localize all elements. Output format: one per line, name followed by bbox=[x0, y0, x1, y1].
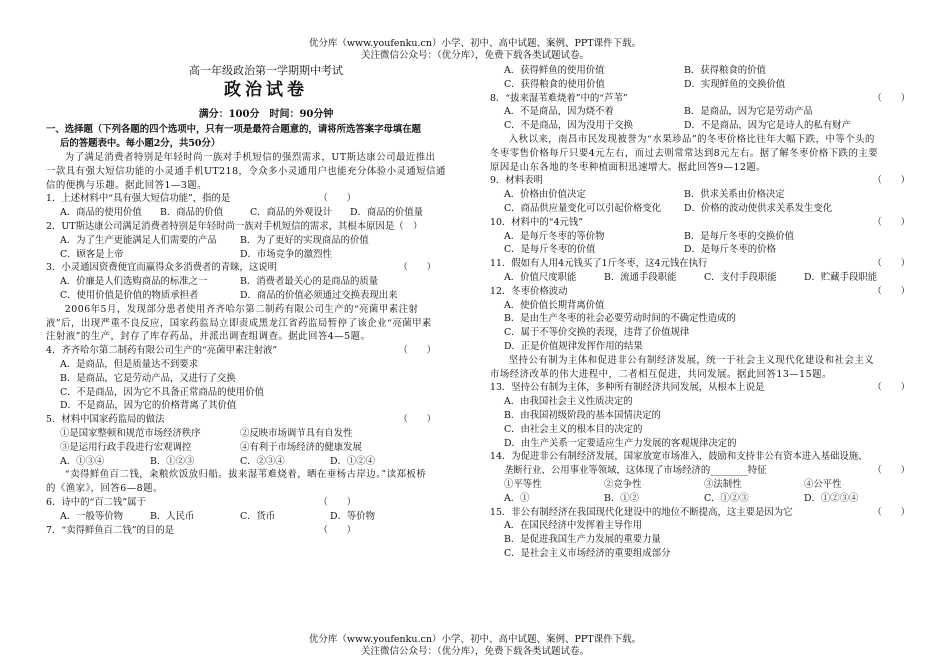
question-10-options-ab bbox=[490, 230, 910, 244]
option-b: B．是促进我国生产力发展的重要力量 bbox=[504, 534, 661, 546]
answer-paren: （ ） bbox=[398, 414, 436, 426]
option-c: C．不是商品，因为没用于交换 bbox=[504, 120, 634, 132]
option-d: D．不是商品，因为它的价格背离了其价值 bbox=[60, 400, 237, 412]
option-a: A．价格由价值决定 bbox=[504, 189, 586, 201]
question-4: 4．齐齐哈尔第二制药有限公司生产的“亮菌甲素注射液” （ ） bbox=[46, 345, 436, 357]
question-14-items bbox=[490, 478, 910, 492]
exam-subtitle: 高一年级政治第一学期期中考试 bbox=[189, 64, 343, 77]
question-8-options-ab bbox=[490, 105, 910, 119]
question-3-options-cd bbox=[46, 289, 456, 303]
section-heading: 一、选择题（下列各题的四个选项中，只有一项是最符合题意的，请将所选答案字母填在题 bbox=[46, 124, 422, 136]
question-9: 9．材料表明 （ ） bbox=[490, 175, 910, 187]
question-7-options-ab bbox=[490, 64, 910, 78]
question-5-items-34 bbox=[46, 441, 456, 455]
option-b: B．人民币 bbox=[150, 510, 195, 522]
option-c: C．商品的外观设计 bbox=[250, 207, 333, 219]
material-line: 坚持公有制为主体和促进非公有制经济发展，统一于社会主义现代化建设和社会主义 bbox=[508, 354, 875, 366]
option-b: B．①②③ bbox=[150, 455, 195, 467]
option-d: D．等价物 bbox=[330, 510, 376, 522]
option-d: D．是每斤冬枣的价格 bbox=[684, 244, 776, 256]
footer-line-1: 优分库（www.youfenku.cn）小学、初中、高中试题、案例、PPT课件下载。 bbox=[308, 634, 642, 645]
question-6-options bbox=[46, 510, 456, 524]
option-a: A．商品的使用价值 bbox=[60, 207, 142, 219]
question-1-options bbox=[46, 206, 456, 220]
option-b: B．是商品，它是劳动产品，又进行了交换 bbox=[60, 372, 236, 384]
question-11: 11．假如有人用4元钱买了1斤冬枣，这4元钱在执行 （ ） bbox=[490, 258, 910, 270]
option-a: A．在国民经济中发挥着主导作用 bbox=[504, 520, 643, 532]
header-line-2: 关注微信公众号：（优分库），免费下载各类试题试卷。 bbox=[360, 50, 589, 61]
question-12: 12．冬枣价格波动 （ ） bbox=[490, 285, 910, 297]
option-a: A．不是商品，因为烧不着 bbox=[504, 106, 614, 118]
option-b: B．流通手段职能 bbox=[604, 271, 677, 283]
material-2 bbox=[46, 303, 456, 344]
answer-paren: （ ） bbox=[872, 465, 910, 477]
material-line: 信的便携与乐趣。据此回答1—3题。 bbox=[46, 179, 208, 191]
option-c: C．属于不等价交换的表现，违背了价值规律 bbox=[504, 327, 690, 339]
item-3: ③法制性 bbox=[704, 478, 742, 490]
option-a: A．价值尺度职能 bbox=[504, 271, 577, 283]
question-10-options-cd bbox=[490, 243, 910, 257]
page-header bbox=[0, 38, 950, 62]
option-a: A．是每斤冬枣的等价物 bbox=[504, 230, 605, 242]
answer-paren: （ ） bbox=[398, 262, 436, 274]
answer-paren: （ ） bbox=[318, 496, 356, 508]
item-4: ④有利于市场经济的健康发展 bbox=[240, 441, 362, 453]
option-d: D．实现鲜鱼的交换价值 bbox=[684, 78, 786, 90]
material-1 bbox=[46, 151, 456, 192]
material-line: 原因是山东各地的冬枣种植面积迅速增大。据此回答9—12题。 bbox=[490, 161, 767, 173]
option-c: C．不是商品，因为它不具备正常商品的使用价值 bbox=[60, 386, 265, 398]
option-a: A．一般等价物 bbox=[60, 510, 124, 522]
option-c: C．使用价值是价值的物质承担者 bbox=[60, 289, 199, 301]
item-2: ②反映市场调节具有自发性 bbox=[240, 427, 353, 439]
question-3: 3．小灵通因资费便宜而赢得众多消费者的青睐，这说明 （ ） bbox=[46, 262, 436, 274]
material-line: 市场经济改革的伟大进程中，二者相互促进，共同发展。据此回答13—15题。 bbox=[490, 368, 832, 380]
question-6: 6．诗中的“百二钱”属于 （ ） bbox=[46, 496, 356, 508]
option-c: C．获得粮食的使用价值 bbox=[504, 78, 605, 90]
option-c: C．是社会主义市场经济的重要组成部分 bbox=[504, 547, 671, 559]
option-d: D．由生产关系一定要适应生产力发展的客观规律决定的 bbox=[504, 437, 737, 449]
option-b: B．是由生产冬枣的社会必要劳动时间的不确定性造成的 bbox=[504, 313, 736, 325]
material-line: 的《渔家》，回答6—8题。 bbox=[46, 483, 163, 495]
question-9-options-cd bbox=[490, 202, 910, 216]
option-c: C．顾客是上帝 bbox=[60, 248, 124, 260]
question-1: 1．上述材料中“具有强大短信功能”，指的是 （ ） bbox=[46, 193, 356, 205]
option-b: B．是商品，因为它是劳动产品 bbox=[684, 106, 813, 118]
option-c: C．由社会主义的根本目的决定的 bbox=[504, 423, 643, 435]
item-1: ①平等性 bbox=[504, 478, 542, 490]
question-2-options-cd bbox=[46, 248, 456, 262]
option-c: C．②③④ bbox=[240, 455, 285, 467]
material-line: 一款具有强大短信功能的小灵通手机UT218，令众多小灵通用户也能充分体验小灵通短信通 bbox=[46, 165, 446, 177]
option-b: B．是每斤冬枣的交换价值 bbox=[684, 230, 795, 242]
answer-paren: （ ） bbox=[318, 524, 356, 536]
item-1: ①是国家整顿和规范市场经济秩序 bbox=[60, 427, 201, 439]
option-b: B．供求关系由价格决定 bbox=[684, 189, 785, 201]
question-8: 8．“拔来湿苇难烧着”中的“芦苇” （ ） bbox=[490, 92, 910, 104]
item-4: ④公平性 bbox=[804, 478, 842, 490]
option-b: B．①② bbox=[604, 492, 640, 504]
question-7-options-cd bbox=[490, 78, 910, 92]
item-3: ③是运用行政手段进行宏观调控 bbox=[60, 441, 192, 453]
material-line: 液”后，出现严重不良反应，国家药监局立即责成黑龙江省药监局暂停了该企业“亮菌甲素 bbox=[46, 317, 432, 329]
answer-paren: （ ） bbox=[872, 92, 910, 104]
material-3 bbox=[46, 468, 456, 496]
option-a: A．为了生产更能满足人们需要的产品 bbox=[60, 234, 217, 246]
question-15: 15．非公有制经济在我国现代化建设中的地位不断提高，这主要是因为它 （ ） bbox=[490, 506, 910, 518]
option-d: D．正是价值规律发挥作用的结果 bbox=[504, 340, 643, 352]
question-7: 7．“卖得鲜鱼百二钱”的目的是 （ ） bbox=[46, 524, 356, 536]
option-a: A．使价值长期背离价值 bbox=[504, 299, 605, 311]
answer-paren: （ ） bbox=[872, 285, 910, 297]
material-line: 冬枣零售价格每斤只要4元左右，而过去则常常达到8元左右。据了解冬枣价格下跌的主要 bbox=[490, 147, 879, 159]
question-14-options bbox=[490, 492, 910, 506]
exam-title: 政治试卷 bbox=[224, 79, 308, 100]
material-line: 2006年5月，发现部分患者使用齐齐哈尔第二制药有限公司生产的“亮菌甲素注射 bbox=[64, 303, 419, 315]
option-c: C．商品供应量变化可以引起价格变化 bbox=[504, 202, 662, 214]
option-b: B．商品的价值 bbox=[160, 207, 224, 219]
option-c: C．是每斤冬枣的价值 bbox=[504, 244, 596, 256]
exam-meta: 满分：100分 时间：90分钟 bbox=[198, 108, 334, 120]
material-line: 为了满足消费者特别是年轻时尚一族对手机短信的强烈需求，UT斯达康公司最近推出 bbox=[64, 151, 436, 163]
answer-paren: （ ） bbox=[872, 175, 910, 187]
option-b: B．消费者最关心的是商品的质量 bbox=[240, 276, 379, 288]
option-d: D．贮藏手段职能 bbox=[804, 271, 878, 283]
option-b: B．为了更好的实现商品的价值 bbox=[240, 234, 369, 246]
option-d: D．市场竞争的激烈性 bbox=[240, 248, 332, 260]
material-4 bbox=[490, 133, 910, 174]
page-footer bbox=[0, 634, 950, 658]
option-d: D．不是商品，因为它是诗人的私有财产 bbox=[684, 120, 851, 132]
option-a: A．①③④ bbox=[60, 455, 105, 467]
option-d: D．价格的波动使供求关系发生变化 bbox=[684, 202, 833, 214]
footer-line-2: 关注微信公众号：（优分库），免费下载各类试题试卷。 bbox=[360, 646, 589, 657]
answer-paren: （ ） bbox=[872, 382, 910, 394]
option-c: C．货币 bbox=[240, 510, 276, 522]
option-a: A．是商品，但是质量达不到要求 bbox=[60, 358, 199, 370]
option-d: D．商品的价值量 bbox=[350, 207, 424, 219]
question-11-options bbox=[490, 271, 910, 285]
option-d: D．①②④ bbox=[330, 455, 376, 467]
question-8-options-cd bbox=[490, 119, 910, 133]
answer-paren: （ ） bbox=[398, 345, 436, 357]
header-line-1: 优分库（www.youfenku.cn）小学、初中、高中试题、案例、PPT课件下载。 bbox=[308, 38, 642, 49]
question-5-options bbox=[46, 455, 456, 469]
option-c: C．①②③ bbox=[704, 492, 749, 504]
section-heading-cont: 后的答题表中。每小题2分，共50分） bbox=[60, 138, 221, 150]
option-a: A．由我国社会主义性质决定的 bbox=[504, 396, 633, 408]
material-line: 注射液”的生产，封存了库存药品，并派出调查组调查。据此回答4—5题。 bbox=[46, 331, 371, 343]
material-5 bbox=[490, 354, 910, 382]
material-line: “卖得鲜鱼百二钱，籴粮炊饭放归船。拔来湿苇难烧着，晒在垂杨古岸边。”读郑板桥 bbox=[64, 469, 427, 481]
question-5-items-12 bbox=[46, 427, 456, 441]
material-line: 入秋以来，南昌市民发现被誉为“水果珍品”的冬枣价格比往年大幅下跌，中等个头的 bbox=[508, 133, 875, 145]
question-3-options-ab bbox=[46, 275, 456, 289]
option-b: B．由我国初级阶段的基本国情决定的 bbox=[504, 409, 661, 421]
question-14: 14．为促进非公有制经济发展，国家放宽市场准入，鼓励和支持非公有资本进入基础设施、 bbox=[490, 451, 868, 463]
answer-paren: （ ） bbox=[318, 193, 356, 205]
option-d: D．①②③④ bbox=[804, 492, 859, 504]
left-column bbox=[46, 62, 456, 537]
question-2: 2．UT斯达康公司满足消费者特别是年轻时尚一族对手机短信的需求，其根本原因是（ ） bbox=[46, 220, 423, 232]
option-a: A．获得鲜鱼的使用价值 bbox=[504, 65, 605, 76]
answer-paren: （ ） bbox=[872, 216, 910, 228]
answer-paren: （ ） bbox=[872, 506, 910, 518]
question-13: 13．坚持公有制为主体，多种所有制经济共同发展，从根本上说是 （ ） bbox=[490, 382, 910, 394]
option-a: A．价廉是人们选购商品的标准之一 bbox=[60, 276, 208, 288]
item-2: ②竞争性 bbox=[604, 478, 642, 490]
option-b: B．获得粮食的价值 bbox=[684, 65, 766, 76]
right-column bbox=[490, 64, 910, 561]
option-d: D．商品的价值必须通过交换表现出来 bbox=[240, 289, 398, 301]
question-2-options-ab bbox=[46, 234, 456, 248]
question-5: 5．材料中国家药监局的做法 （ ） bbox=[46, 414, 436, 426]
question-9-options-ab bbox=[490, 188, 910, 202]
option-c: C．支付手段职能 bbox=[704, 271, 777, 283]
question-14-cont: 垄断行业、公用事业等领域，这体现了市场经济的________特征 （ ） bbox=[504, 465, 910, 477]
question-10: 10．材料中的“4元钱” （ ） bbox=[490, 216, 910, 228]
answer-paren: （ ） bbox=[872, 258, 910, 270]
option-a: A．① bbox=[504, 492, 530, 504]
